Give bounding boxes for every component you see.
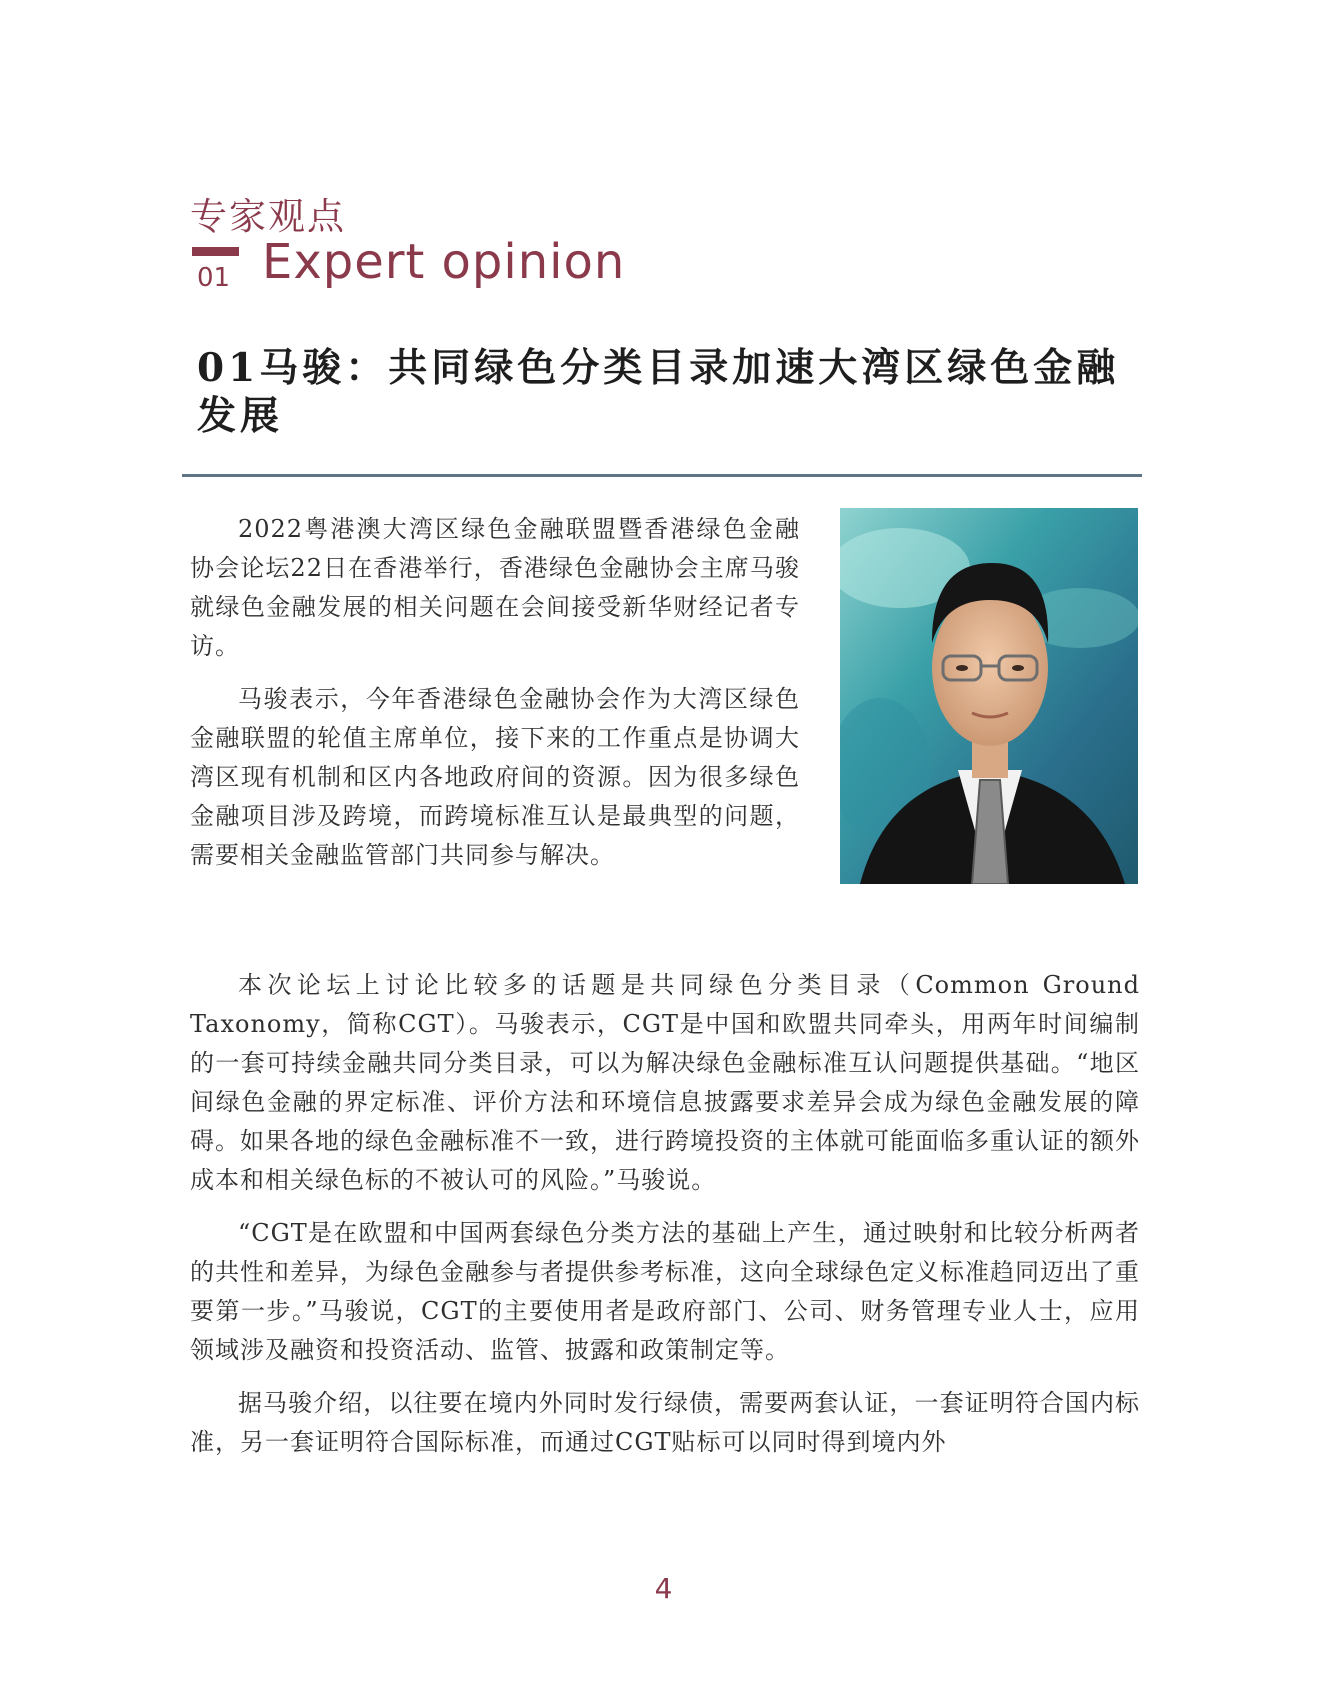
section-title-cn: 专家观点 [190, 195, 346, 238]
section-title-en: Expert opinion [262, 234, 626, 290]
intro-text [190, 510, 800, 889]
intro-paragraph: 2022粤港澳大湾区绿色金融联盟暨香港绿色金融协会论坛22日在香港举行，香港绿色金融协会主席马骏就绿色金融发展的相关问题在会间接受新华财经记者专访。 [190, 515, 800, 660]
article-title: 01马骏：共同绿色分类目录加速大湾区绿色金融发展 [197, 345, 1120, 439]
body-paragraph: 本次论坛上讨论比较多的话题是共同绿色分类目录（Common Ground Taxonomy，简称CGT）。马骏表示，CGT是中国和欧盟共同牵头，用两年时间编制的一套可持续金融共同分类目录，可以为解决绿色金融标准互认问题提供基础。“地区间绿色金融的界定标准、评价方法和环境信息披露要求差异会成为绿色金融发展的障碍。如果各地的绿色金融标准不一致，进行跨境投资的主体就可能面临多重认证的额外成本和相关绿色标的不被认可的风险。”马骏说。 [190, 971, 1140, 1194]
page-number: 4 [654, 1572, 673, 1605]
body-paragraph: 据马骏介绍，以往要在境内外同时发行绿债，需要两套认证，一套证明符合国内标准，另一套证明符合国际标准，而通过CGT贴标可以同时得到境内外 [190, 1389, 1140, 1456]
title-divider [182, 474, 1142, 477]
intro-paragraph: 马骏表示，今年香港绿色金融协会作为大湾区绿色金融联盟的轮值主席单位，接下来的工作重点是协调大湾区现有机制和区内各地政府间的资源。因为很多绿色金融项目涉及跨境，而跨境标准互认是最典型的问题，需要相关金融监管部门共同参与解决。 [190, 685, 800, 869]
portrait-photo [840, 508, 1138, 884]
body-paragraph: “CGT是在欧盟和中国两套绿色分类方法的基础上产生，通过映射和比较分析两者的共性和差异，为绿色金融参与者提供参考标准，这向全球绿色定义标准趋同迈出了重要第一步。”马骏说，CGT的主要使用者是政府部门、公司、财务管理专业人士，应用领域涉及融资和投资活动、监管、披露和政策制定等。 [190, 1219, 1140, 1364]
section-accent-bar [192, 247, 239, 256]
body-text [190, 966, 1140, 1476]
section-number: 01 [197, 263, 231, 293]
